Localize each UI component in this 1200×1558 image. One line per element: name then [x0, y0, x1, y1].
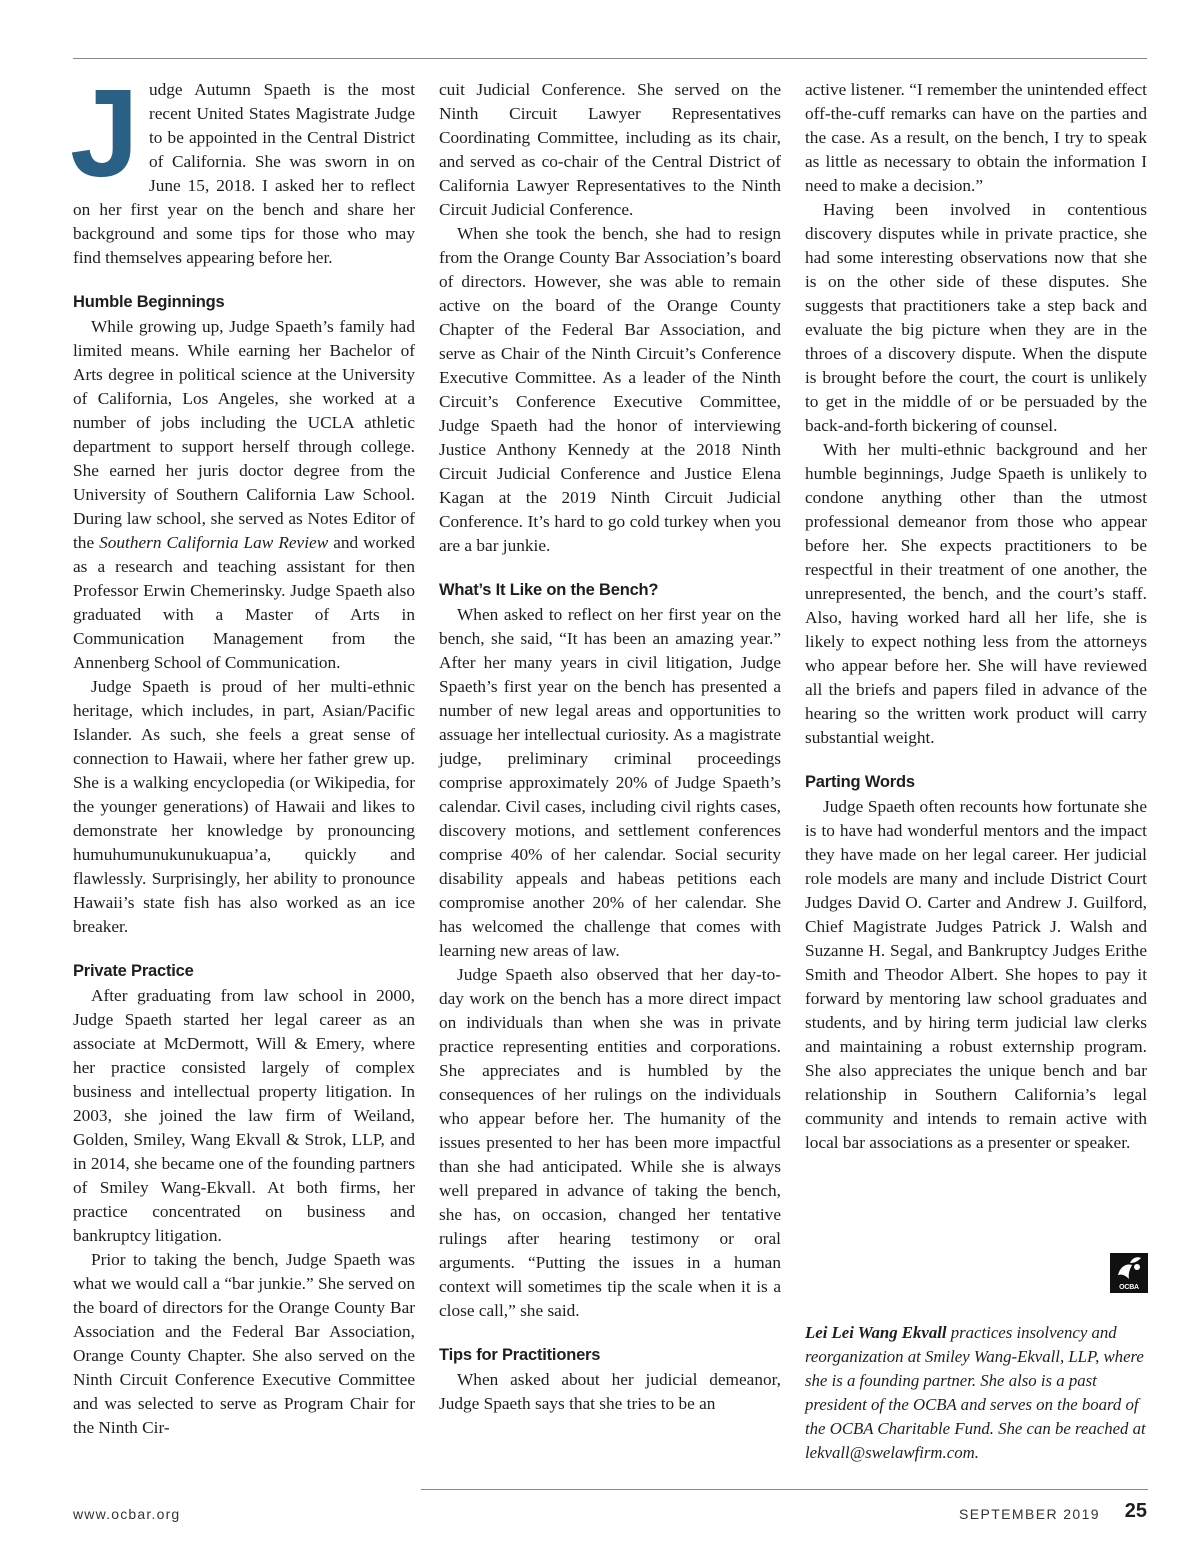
logo-label: OCBA	[1119, 1284, 1139, 1291]
paragraph: active listener. “I remember the unintended effect off-the-cuff remarks can have on the parties and the case. As a result, on the bench, I try to speak as little as necessary to obtain the information I need to make a decision.”	[805, 80, 1147, 195]
author-bio	[805, 1321, 1147, 1465]
paragraph: Having been involved in contentious discovery disputes while in private practice, she had some interesting observations now that she is on the other side of these disputes. She suggests that practitioners take a step back and evaluate the big picture when they are in the throes of a discovery dispute. When the dispute is brought before the court, the court is unlikely to get in the middle of or be persuaded by the back-and-forth bickering of counsel.	[805, 200, 1147, 435]
footer-website: www.ocbar.org	[73, 1506, 181, 1522]
paragraph: When she took the bench, she had to resign from the Orange County Bar Association’s board of directors. However, she was able to remain active on the board of the Orange County Chapter of the Federal Bar Association, and serve as Chair of the Ninth Circuit’s Conference Executive Committee. As a leader of the Ninth Circuit’s Conference Executive Committee, Judge Spaeth had the honor of interviewing Justice Anthony Kennedy at the 2018 Ninth Circuit Judicial Conference and Justice Elena Kagan at the 2019 Ninth Circuit Judicial Conference. It’s hard to go cold turkey when you are a bar junkie.	[439, 224, 781, 555]
paragraph: cuit Judicial Conference. She served on the Ninth Circuit Lawyer Representatives Coordinating Committee, including as its chair, and served as co-chair of the Central District of California Lawyer Representatives to the Ninth Circuit Judicial Conference.	[439, 80, 781, 219]
text-run: While growing up, Judge Spaeth’s family had limited means. While earning her Bachelor of Arts degree in political science at the University of California, Los Angeles, she worked at a number of jobs including the UCLA athletic department to support herself through college. She earned her juris doctor degree from the University of Southern California Law School. During law school, she served as Notes Editor of the	[73, 317, 415, 552]
paragraph: Judge Spaeth also observed that her day-to-day work on the bench has a more direct impact on individuals than when she was in private practice representing entities and corporations. She appreciates and is humbled by the consequences of her rulings on the individuals who appear before her. The humanity of the issues presented to her has been more impactful than she had anticipated. While she is always well prepared in advance of taking the bench, she has, on occasion, changed her tentative rulings after hearing testimony or oral arguments. “Putting the issues in a human context will sometimes tip the scale when it is a close call,” she said.	[439, 965, 781, 1320]
paragraph: Prior to taking the bench, Judge Spaeth was what we would call a “bar junkie.” She served on the board of directors for the Orange County Bar Association and the Federal Bar Association, Orange County Chapter. She also served on the Ninth Circuit Conference Executive Committee and was selected to serve as Program Chair for the Ninth Cir-	[73, 1250, 415, 1437]
heading-private-practice: Private Practice	[73, 962, 194, 980]
ocba-logo-icon	[1110, 1253, 1148, 1293]
paragraph: After graduating from law school in 2000, Judge Spaeth started her legal career as an associate at McDermott, Will & Emery, where her practice consisted largely of complex business and intellectual property litigation. In 2003, she joined the law firm of Weiland, Golden, Smiley, Wang Ekvall & Strok, LLP, and in 2014, she became one of the founding partners of Smiley Wang-Ekvall. At both firms, her practice concentrated on business and bankruptcy litigation.	[73, 986, 415, 1245]
paragraph: With her multi-ethnic background and her humble beginnings, Judge Spaeth is unlikely to condone anything other than the utmost professional demeanor from those who appear before her. She expects practitioners to be respectful in their treatment of one another, the unrepresented, the bench, and the court’s staff. Also, having worked hard all her life, she is likely to expect nothing less from the attorneys who appear before her. She will have reviewed all the briefs and papers filed in advance of the hearing so the written work product will carry substantial weight.	[805, 440, 1147, 747]
paragraph: Judge Spaeth often recounts how fortunate she is to have had wonderful mentors and the impact they have made on her legal career. Her judicial role models are many and include District Court Judges David O. Carter and Andrew J. Guilford, Chief Magistrate Judges Patrick J. Walsh and Suzanne H. Segal, and Bankruptcy Judges Erithe Smith and Theodor Albert. She hopes to pay it forward by mentoring law school graduates and students, and by hiring term judicial law clerks and maintaining a robust externship program. She also appreciates the unique bench and bar relationship in Southern California’s legal community and intends to remain active with local bar associations as a presenter or speaker.	[805, 797, 1147, 1152]
ocba-mark-graphic	[1110, 1253, 1148, 1285]
intro-paragraph: udge Autumn Spaeth is the most recent United States Magistrate Judge to be appointed in the Central District of California. She was sworn in on June 15, 2018. I asked her to reflect on her first year on the bench and share her background and some tips for those who may find themselves appearing before her.	[73, 80, 415, 267]
paragraph: When asked about her judicial demeanor, Judge Spaeth says that she tries to be an	[439, 1370, 781, 1413]
heading-humble-beginnings: Humble Beginnings	[73, 293, 225, 311]
text-run: and worked as a research and teaching assistant for then Professor Erwin Chemerinsky. Judge Spaeth also graduated with a Master of Arts in Communication Management from the Annenberg School of Communication.	[73, 533, 415, 672]
publication-title: Southern California Law Review	[99, 533, 329, 552]
article-column-1	[70, 65, 415, 1440]
paragraph	[73, 315, 415, 675]
article-column-3	[805, 78, 1147, 1155]
heading-tips: Tips for Practitioners	[439, 1346, 601, 1364]
drop-cap: J	[70, 65, 139, 203]
paragraph: When asked to reflect on her first year on the bench, she said, “It has been an amazing year.” After her many years in civil litigation, Judge Spaeth’s first year on the bench has presented a number of new legal areas and opportunities to assuage her intellectual curiosity. As a magistrate judge, preliminary criminal proceedings comprise approximately 20% of Judge Spaeth’s calendar. Civil cases, including civil rights cases, discovery motions, and settlement conferences comprise 40% of her calendar. Social security disability appeals and habeas petitions each compromise another 20% of her calendar. She has welcomed the challenge that comes with learning new areas of law.	[439, 605, 781, 960]
page-number: 25	[1124, 1500, 1147, 1522]
author-name: Lei Lei Wang Ekvall	[805, 1323, 947, 1342]
paragraph: Judge Spaeth is proud of her multi-ethnic heritage, which includes, in part, Asian/Pacific Islander. As such, she feels a great sense of connection to Hawaii, where her father grew up. She is a walking encyclopedia (or Wikipedia, for the younger generations) of Hawaii and likes to demonstrate her knowledge by pronouncing humuhumunukunukuapua’a, quickly and flawlessly. Surprisingly, her ability to pronounce Hawaii’s state fish has also worked as an ice breaker.	[73, 677, 415, 936]
author-bio-text: practices insolvency and reorganization at Smiley Wang-Ekvall, LLP, where she is a founding partner. She also is a past president of the OCBA and serves on the board of the OCBA Charitable Fund. She can be reached at lekvall@swelawfirm.com.	[805, 1323, 1146, 1462]
footer-issue-date: SEPTEMBER 2019	[959, 1506, 1100, 1522]
heading-bench: What’s It Like on the Bench?	[439, 581, 659, 599]
article-column-2	[439, 78, 781, 1416]
bottom-rule	[421, 1489, 1148, 1490]
top-rule	[73, 58, 1147, 59]
heading-parting-words: Parting Words	[805, 773, 915, 791]
